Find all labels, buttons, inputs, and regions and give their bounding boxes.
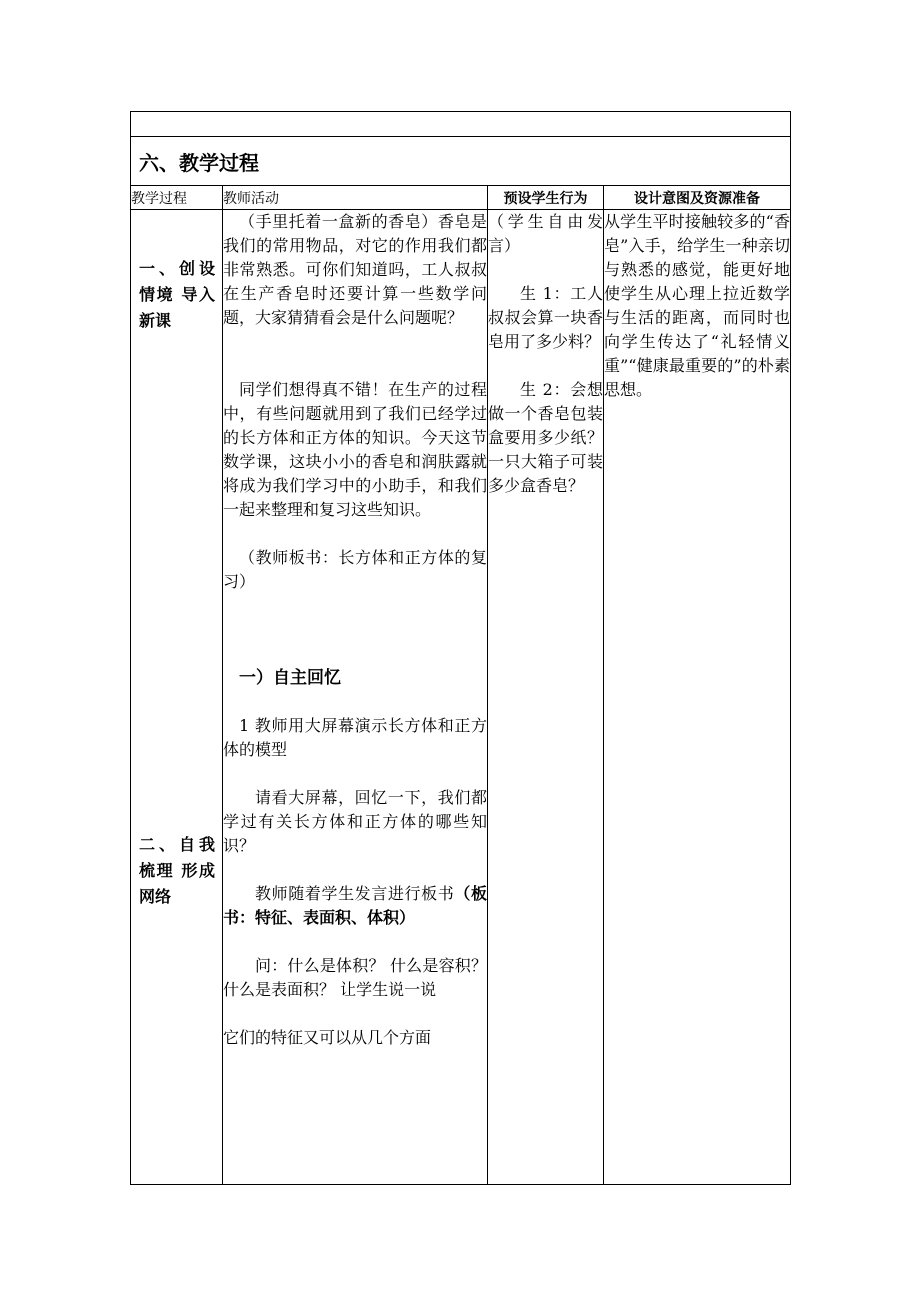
title-row: [131, 137, 791, 186]
section-title-cell: [131, 137, 791, 186]
lesson-plan-table: [130, 111, 791, 1185]
teacher-question-text: 请看大屏幕，回忆一下，我们都学过有关长方体和正方体的哪些知识？: [223, 788, 487, 855]
header-teacher: 教师活动: [223, 186, 488, 210]
teacher-feature-text: 它们的特征又可以从几个方面: [223, 1028, 432, 1047]
teacher-intro-text: （手里托着一盒新的香皂）香皂是我们的常用物品，对它的作用我们都非常熟悉。可你们知道吗，工人叔叔在生产香皂时还要计算一些数学问题，大家猜猜看会是什么问题呢？: [223, 212, 487, 327]
stage-label-review: 二、自我梳理 形成网络: [139, 835, 215, 906]
teacher-board-note: （教师板书：长方体和正方体的复习）: [223, 548, 487, 591]
teacher-column: [223, 210, 488, 1185]
header-student: 预设学生行为: [488, 186, 604, 210]
content-row: [131, 210, 791, 1185]
header-row: [131, 186, 791, 210]
design-column: [604, 210, 791, 1185]
student-answer-1: 生 1：工人叔叔会算一块香皂用了多少料？: [488, 284, 603, 351]
stage-column: [131, 210, 223, 1185]
teacher-concept-question: 问：什么是体积？ 什么是容积？什么是表面积？ 让学生说一说: [223, 956, 487, 999]
design-intent-text: 从学生平时接触较多的“香皂”入手，给学生一种亲切与熟悉的感觉，能更好地使学生从心理上拉近数学与生活的距离，而同时也向学生传达了“礼轻情义重”“健康最重要的”的朴素思想。: [604, 212, 790, 399]
stage-label-intro: 一、创设情境 导入新课: [139, 259, 215, 330]
header-process: 教学过程: [131, 186, 223, 210]
section-title: 六、教学过程: [139, 150, 259, 175]
student-free-speech: （学生自由发言）: [488, 212, 603, 255]
student-column: [488, 210, 604, 1185]
empty-cell: [131, 112, 791, 137]
header-design: 设计意图及资源准备: [604, 186, 791, 210]
teacher-board-plain: 教师随着学生发言进行板书: [255, 884, 455, 903]
empty-row: [131, 112, 791, 137]
student-answer-2: 生 2：会想做一个香皂包装盒要用多少纸？一只大箱子可装多少盒香皂？: [488, 380, 603, 495]
teacher-step-1: 1 教师用大屏幕演示长方体和正方体的模型: [223, 716, 487, 759]
teacher-board-bold: （板书：特征、表面积、体积）: [223, 884, 487, 927]
teacher-explain-text: 同学们想得真不错！在生产的过程中，有些问题就用到了我们已经学过的长方体和正方体的知识。今天这节数学课，这块小小的香皂和润肤露就将成为我们学习中的小助手，和我们一起来整理和复习这些知识。: [223, 380, 487, 519]
teacher-board-text: [223, 882, 487, 930]
subsection-heading: 一）自主回忆: [239, 668, 341, 688]
